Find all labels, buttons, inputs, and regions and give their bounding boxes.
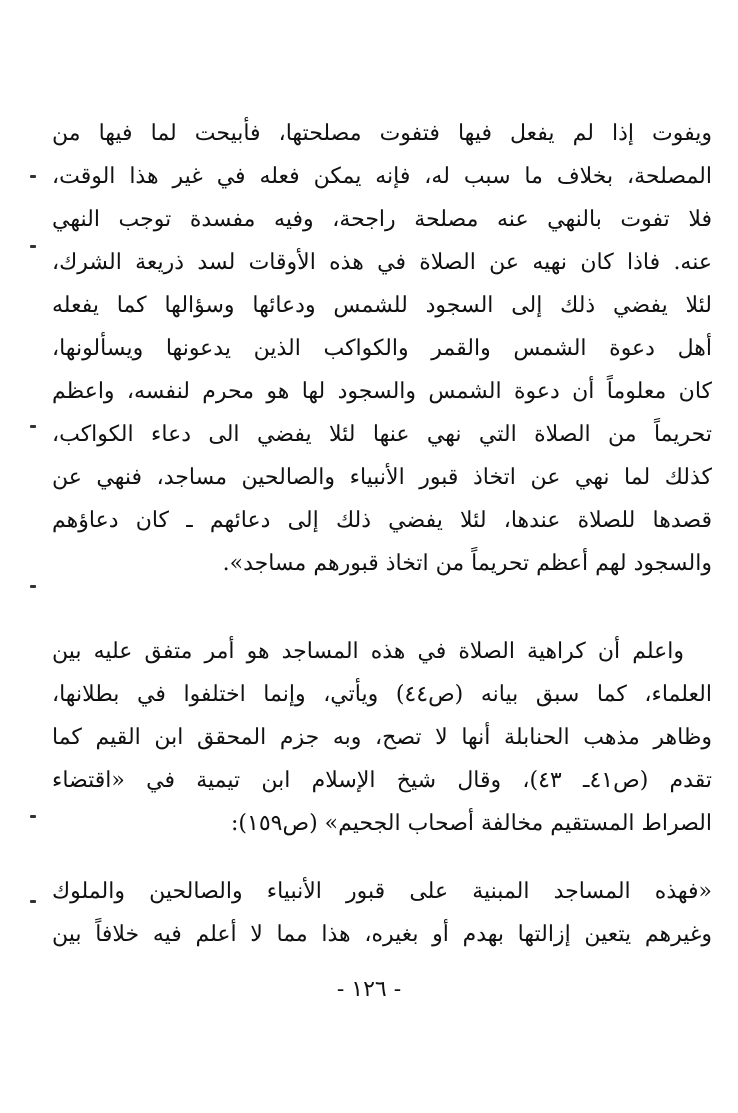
margin-mark bbox=[30, 900, 36, 903]
text-line: العلماء، كما سبق بيانه (ص٤٤) ويأتي، وإنما اختلفوا في بطلانها، bbox=[52, 682, 712, 707]
text-line: «فهذه المساجد المبنية على قبور الأنبياء والصالحين والملوك bbox=[52, 879, 712, 904]
margin-mark bbox=[30, 175, 36, 178]
text-line: الصراط المستقيم مخالفة أصحاب الجحيم» (ص١٥٩): bbox=[231, 811, 712, 836]
text-line: قصدها للصلاة عندها، لئلا يفضي ذلك إلى دعائهم ـ كان دعاؤهم bbox=[52, 508, 712, 533]
text-line: والسجود لهم أعظم تحريماً من اتخاذ قبورهم مساجد». bbox=[222, 551, 712, 576]
page-number: - ١٢٦ - bbox=[336, 977, 402, 1002]
margin-mark bbox=[30, 425, 36, 428]
text-line: كان معلوماً أن دعوة الشمس والسجود لها هو محرم لنفسه، واعظم bbox=[52, 379, 712, 404]
text-line: تحريماً من الصلاة التي نهي عنها لئلا يفضي الى دعاء الكواكب، bbox=[52, 422, 712, 447]
text-line: واعلم أن كراهية الصلاة في هذه المساجد هو أمر متفق عليه بين bbox=[52, 639, 684, 664]
text-line: تقدم (ص٤١ـ ٤٣)، وقال شيخ الإسلام ابن تيمية في «اقتضاء bbox=[52, 768, 712, 793]
text-line: لئلا يفضي ذلك إلى السجود للشمس ودعائها وسؤالها كما يفعله bbox=[52, 293, 712, 318]
text-line: وغيرهم يتعين إزالتها بهدم أو بغيره، هذا مما لا أعلم فيه خلافاً بين bbox=[52, 922, 712, 947]
text-line: وظاهر مذهب الحنابلة أنها لا تصح، وبه جزم المحقق ابن القيم كما bbox=[52, 725, 712, 750]
paragraph-2 bbox=[52, 630, 712, 845]
paragraph-3 bbox=[52, 870, 712, 956]
text-line: أهل دعوة الشمس والقمر والكواكب الذين يدعونها ويسألونها، bbox=[52, 336, 712, 361]
margin-mark bbox=[30, 245, 36, 248]
text-line: كذلك لما نهي عن اتخاذ قبور الأنبياء والصالحين مساجد، فنهي عن bbox=[52, 465, 712, 490]
margin-mark bbox=[30, 815, 36, 818]
text-line: عنه. فاذا كان نهيه عن الصلاة في هذه الأوقات لسد ذريعة الشرك، bbox=[52, 250, 712, 275]
text-line: ويفوت إذا لم يفعل فيها فتفوت مصلحتها، فأبيحت لما فيها من bbox=[52, 121, 712, 146]
margin-mark bbox=[30, 585, 36, 588]
paragraph-1 bbox=[52, 112, 712, 585]
text-line: المصلحة، بخلاف ما سبب له، فإنه يمكن فعله في غير هذا الوقت، bbox=[52, 164, 712, 189]
text-line: فلا تفوت بالنهي عنه مصلحة راجحة، وفيه مفسدة توجب النهي bbox=[52, 207, 712, 232]
